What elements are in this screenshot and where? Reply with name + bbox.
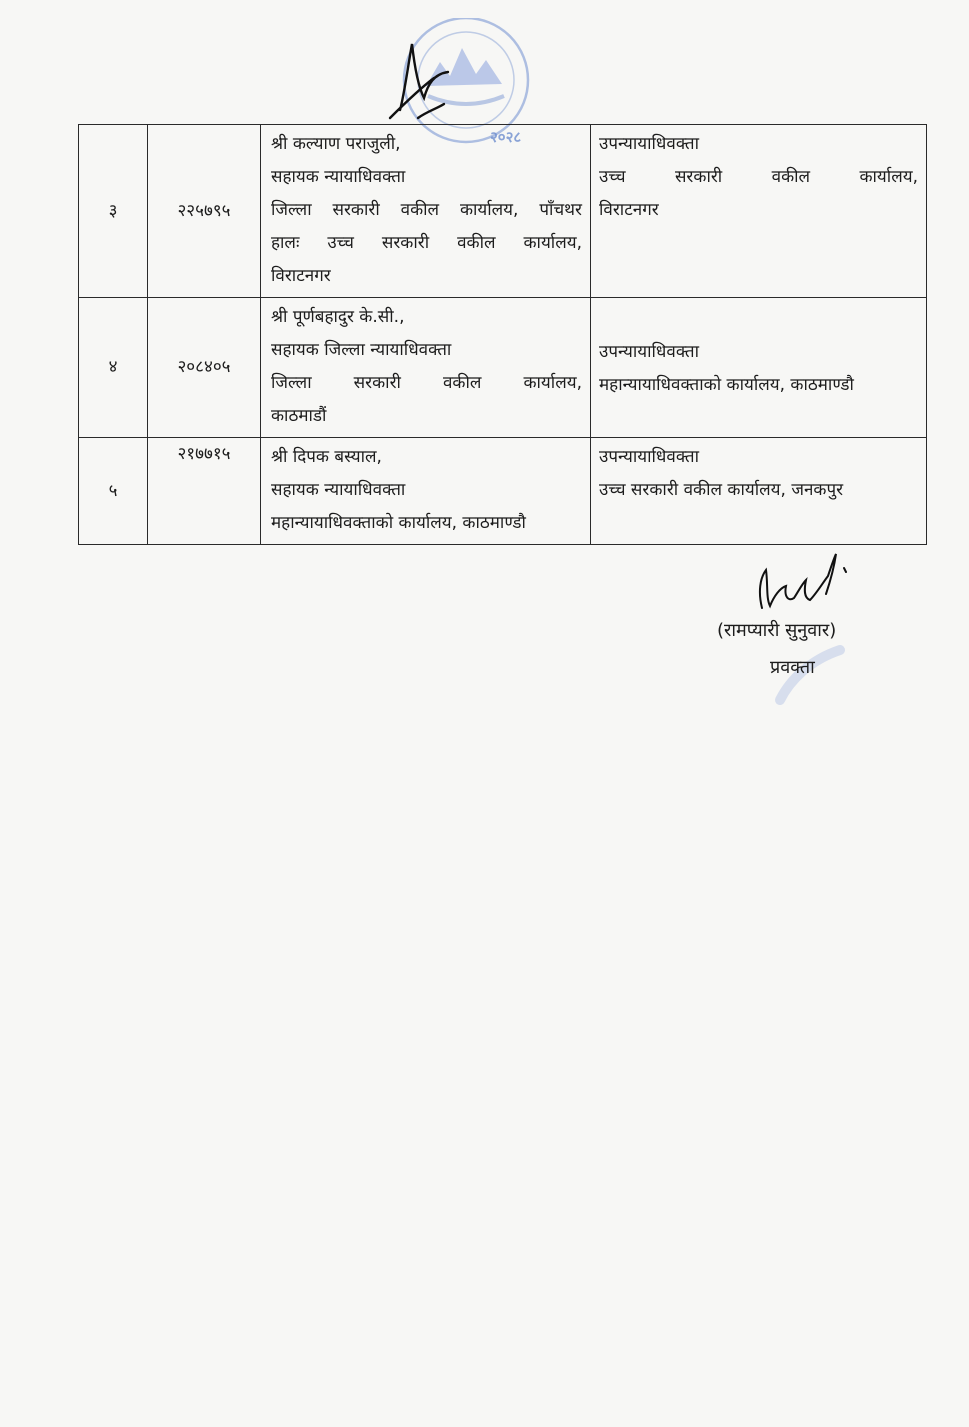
serial-number: ४ <box>79 298 148 438</box>
seal-year: २०२८ <box>490 128 522 146</box>
current-office: महान्यायाधिवक्ताको कार्यालय, काठमाण्डौ <box>271 513 526 533</box>
employee-name: श्री कल्याण पराजुली, <box>271 134 401 154</box>
present-office: हालः उच्च सरकारी वकील कार्यालय, <box>271 233 582 253</box>
current-designation: सहायक न्यायाधिवक्ता <box>271 167 406 187</box>
signatory-title: प्रवक्ता <box>770 657 815 678</box>
current-position <box>261 125 591 298</box>
current-office: जिल्ला सरकारी वकील कार्यालय, <box>271 373 582 393</box>
table-row <box>79 438 927 545</box>
serial-number: ५ <box>79 438 148 545</box>
signature-icon <box>760 554 846 608</box>
current-position <box>261 438 591 545</box>
current-designation: सहायक न्यायाधिवक्ता <box>271 480 406 500</box>
employee-code: २२५७९५ <box>148 125 261 298</box>
current-designation: सहायक जिल्ला न्यायाधिवक्ता <box>271 340 452 360</box>
signatory-name: (रामप्यारी सुनुवार) <box>717 620 837 641</box>
table-row <box>79 298 927 438</box>
new-office-location: विराटनगर <box>599 200 659 220</box>
new-position <box>591 438 927 545</box>
new-office: महान्यायाधिवक्ताको कार्यालय, काठमाण्डौ <box>599 375 854 395</box>
transfer-table <box>78 124 927 545</box>
current-office: जिल्ला सरकारी वकील कार्यालय, पाँचथर <box>271 200 582 220</box>
new-designation: उपन्यायाधिवक्ता <box>599 447 700 467</box>
new-office: उच्च सरकारी वकील कार्यालय, <box>599 167 918 187</box>
present-office-location: विराटनगर <box>271 266 331 286</box>
new-office: उच्च सरकारी वकील कार्यालय, जनकपुर <box>599 480 844 500</box>
new-designation: उपन्यायाधिवक्ता <box>599 134 700 154</box>
current-position <box>261 298 591 438</box>
serial-number: ३ <box>79 125 148 298</box>
employee-code: २०८४०५ <box>148 298 261 438</box>
table-row <box>79 125 927 298</box>
new-designation: उपन्यायाधिवक्ता <box>599 342 700 362</box>
current-office-location: काठमाडौं <box>271 406 327 426</box>
new-position <box>591 125 927 298</box>
employee-name: श्री दिपक बस्याल, <box>271 447 382 467</box>
employee-code: २१७७१५ <box>148 438 261 545</box>
new-position <box>591 298 927 438</box>
employee-name: श्री पूर्णबहादुर के.सी., <box>271 307 405 327</box>
